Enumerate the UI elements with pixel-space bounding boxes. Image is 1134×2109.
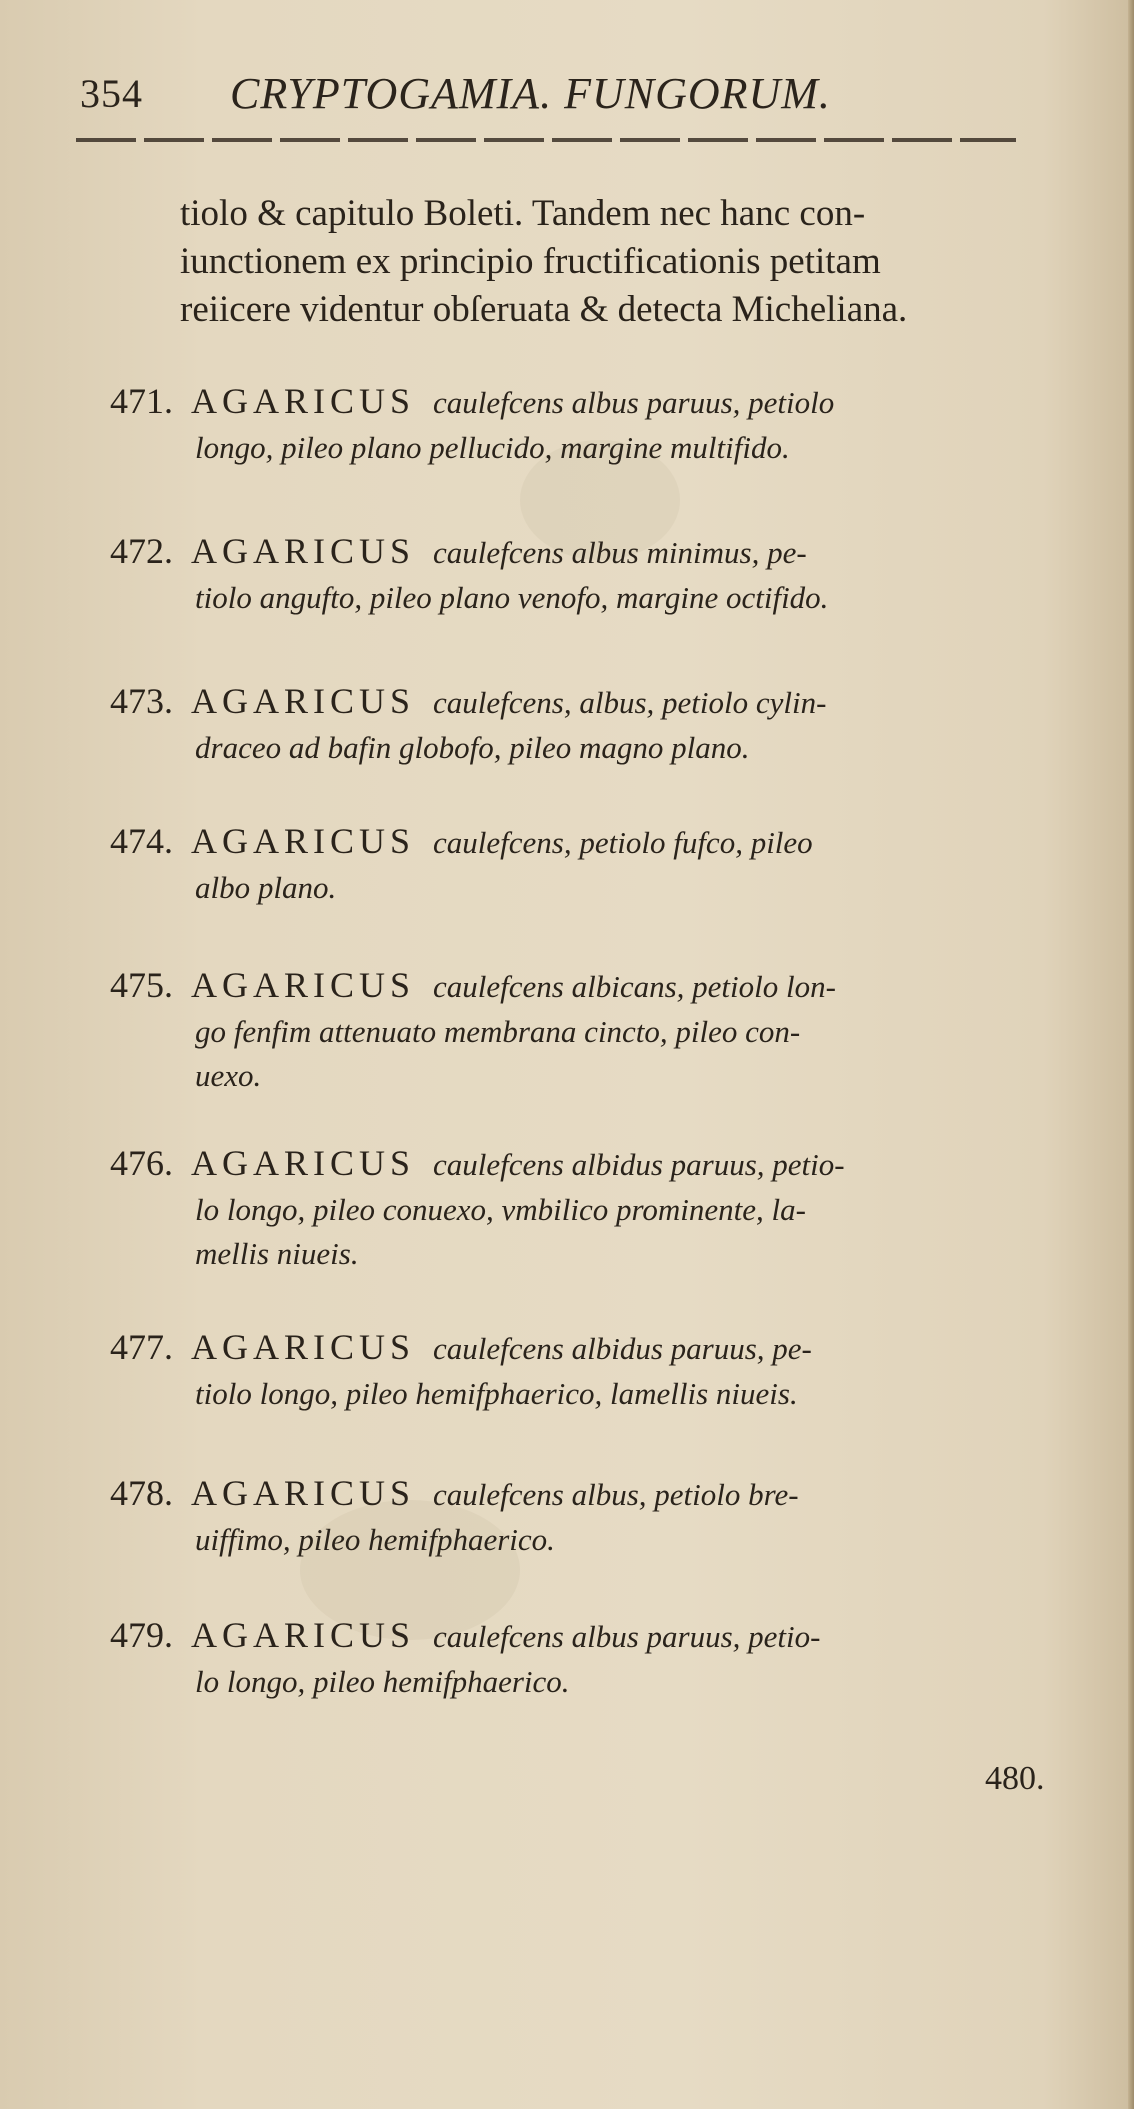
species-entry xyxy=(110,1140,1030,1276)
intro-line: tiolo & capitulo Boleti. Tandem nec hanc con- xyxy=(180,193,866,234)
entry-continuation: lo longo, pileo hemifphaerico. xyxy=(195,1664,570,1699)
species-entry xyxy=(110,378,1030,470)
entry-number: 475. xyxy=(110,965,173,1005)
entry-description: caulefcens albus paruus, petio- xyxy=(433,1619,821,1654)
entry-number: 473. xyxy=(110,681,173,721)
entry-number: 472. xyxy=(110,531,173,571)
species-entry xyxy=(110,962,1030,1098)
genus-name: AGARICUS xyxy=(191,531,416,571)
entry-description: caulefcens albus paruus, petiolo xyxy=(433,385,835,420)
intro-line: iunctionem ex principio fructificationis petitam xyxy=(180,241,881,282)
genus-name: AGARICUS xyxy=(191,1473,416,1513)
entry-continuation: longo, pileo plano pellucido, margine multifido. xyxy=(195,430,790,465)
genus-name: AGARICUS xyxy=(191,681,416,721)
genus-name: AGARICUS xyxy=(191,1327,416,1367)
entry-continuation: uexo. xyxy=(195,1058,262,1093)
species-entry xyxy=(110,1612,1030,1704)
entry-number: 471. xyxy=(110,381,173,421)
entry-number: 478. xyxy=(110,1473,173,1513)
entry-continuation: lo longo, pileo conuexo, vmbilico prominente, la- xyxy=(195,1192,806,1227)
entry-continuation: uiffimo, pileo hemifphaerico. xyxy=(195,1522,555,1557)
genus-name: AGARICUS xyxy=(191,1143,416,1183)
entry-continuation: mellis niueis. xyxy=(195,1236,359,1271)
species-entry xyxy=(110,818,1030,910)
catchword: 480. xyxy=(985,1760,1045,1797)
entry-description: caulefcens albus, petiolo bre- xyxy=(433,1477,799,1512)
entry-number: 477. xyxy=(110,1327,173,1367)
entry-description: caulefcens, albus, petiolo cylin- xyxy=(433,685,827,720)
genus-name: AGARICUS xyxy=(191,381,416,421)
entry-number: 476. xyxy=(110,1143,173,1183)
page-header xyxy=(80,62,980,122)
entry-description: caulefcens albidus paruus, petio- xyxy=(433,1147,845,1182)
genus-name: AGARICUS xyxy=(191,965,416,1005)
species-entry xyxy=(110,678,1030,770)
page-edge xyxy=(1128,0,1134,2109)
intro-line: reiicere videntur obſeruata & detecta Micheliana. xyxy=(180,289,908,330)
genus-name: AGARICUS xyxy=(191,821,416,861)
species-entry xyxy=(110,528,1030,620)
intro-paragraph xyxy=(180,190,1060,334)
entry-continuation: albo plano. xyxy=(195,870,337,905)
species-entry xyxy=(110,1470,1030,1562)
entry-continuation: tiolo longo, pileo hemifphaerico, lamellis niueis. xyxy=(195,1376,798,1411)
running-title: CRYPTOGAMIA. FUNGORUM. xyxy=(230,69,831,118)
entry-description: caulefcens albicans, petiolo lon- xyxy=(433,969,836,1004)
page-number: 354 xyxy=(80,71,143,116)
entry-number: 474. xyxy=(110,821,173,861)
genus-name: AGARICUS xyxy=(191,1615,416,1655)
entry-description: caulefcens albus minimus, pe- xyxy=(433,535,807,570)
header-rule xyxy=(76,138,1016,142)
species-entry xyxy=(110,1324,1030,1416)
entry-continuation: tiolo angufto, pileo plano venofo, margine octifido. xyxy=(195,580,829,615)
entry-number: 479. xyxy=(110,1615,173,1655)
entry-description: caulefcens albidus paruus, pe- xyxy=(433,1331,812,1366)
entry-continuation: draceo ad bafin globofo, pileo magno plano. xyxy=(195,730,750,765)
entry-description: caulefcens, petiolo fufco, pileo xyxy=(433,825,813,860)
entry-continuation: go fenfim attenuato membrana cincto, pileo con- xyxy=(195,1014,801,1049)
